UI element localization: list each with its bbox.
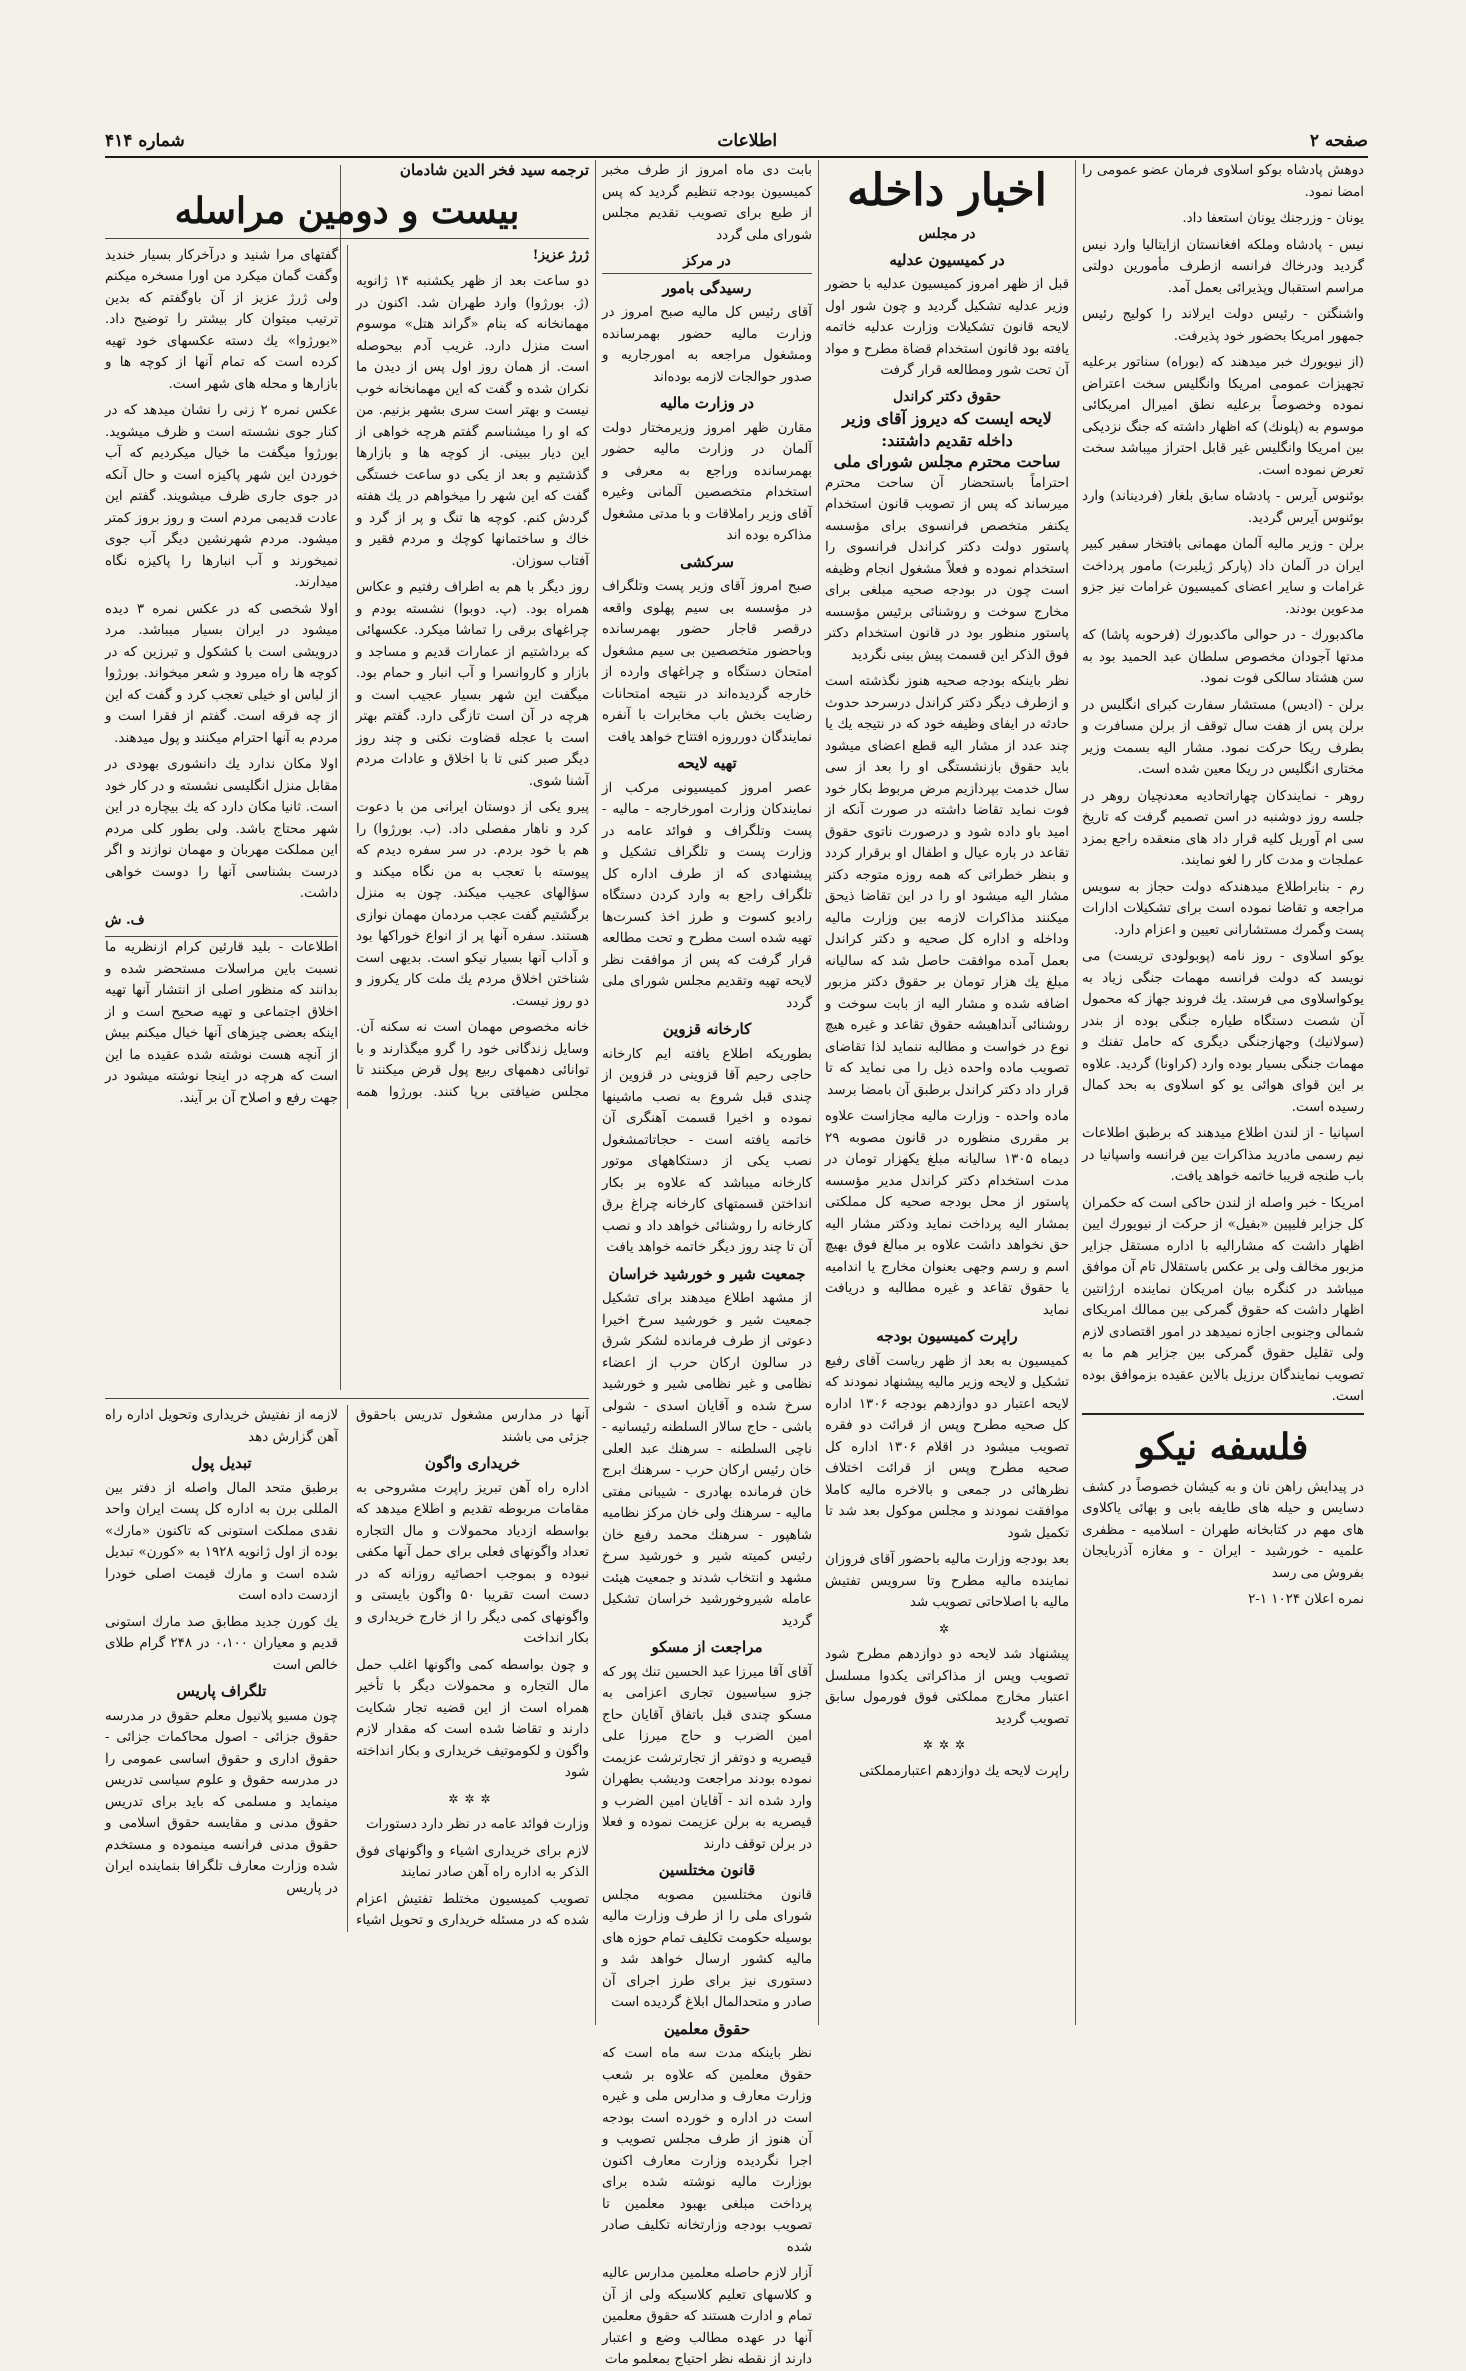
article-paragraph: صبح امروز آقای وزیر پست وتلگراف در مؤسسه بی سیم پهلوی واقعه درقصر قاجار حضور بهمرسانده وباحضور متخصصین بی سیم مشغول امتحان دستگاه و چراغهای وارده از خارجه گردیده‌اند در نتیجه امتحانات رضایت بخش باب مخابرات با آنفره نمایندگان دورروزه افتتاح خواهد یافت xyxy=(602,579,812,745)
signature: ف. ش xyxy=(105,911,145,928)
advertisement xyxy=(1082,1413,1364,1611)
subheading: راپرت کمیسیون بودجه xyxy=(876,1327,1018,1345)
news-item: برلن - وزیر مالیه آلمان مهمانی بافتخار سفیر کبیر ایران در آلمان داد (پارکر ژیلبرت) مامور پرداخت غرامات و سایر اعضای کمیسیون غرامات نیز جزو مدعوین بودند. xyxy=(1082,537,1364,617)
ad-number: نمره اعلان ۱۰۲۴ ۱-۲ xyxy=(1248,1592,1364,1607)
bill-title: حقوق دکتر کراندل xyxy=(892,388,1002,405)
article-paragraph: تصویب کمیسیون مختلط تفتیش اعزام شده که در مسئله خریداری و تحویل اشیاء لازمه از نفتیش خریداری وتحویل اداره راه آهن گزارش دهد xyxy=(105,1408,589,1928)
news-item: بوئنوس آیرس - پادشاه سابق بلغار (فردیناند) وارد بوئنوس آیرس گردید. xyxy=(1082,489,1364,526)
foreign-news-column xyxy=(1082,160,1364,2020)
subheading: خریداری واگون xyxy=(424,1454,521,1472)
subheading: مراجعت از مسکو xyxy=(651,1638,763,1656)
domestic-news-column xyxy=(825,160,1069,2020)
letter-paragraph: اولا مکان ندارد یك دانشوری بهودی در مقابل منزل انگلیسی نشسته و در کار خود است. ثانیا مکان دارد که یك بیچاره در این شهر محتاج باشد. ولی بطور کلی مردم این مملکت مهربان و مهمان نوازند و اگر درست بشناسی آنها را دوست خواهی داشت. xyxy=(105,757,338,901)
salutation: ژرژ عزیز! xyxy=(532,246,589,263)
ornament: ✲✲✲ xyxy=(448,1791,497,1806)
addressee: ساحت محترم مجلس شورای ملی xyxy=(833,452,1061,471)
kicker: در مجلس xyxy=(918,226,976,242)
bottom-news-columns xyxy=(105,1405,589,1932)
editor-note: اطلاعات - بلید قارئین کرام ازنظریه ما نسبت باین مراسلات مستحضر شده و بدانند که منظور اصلی از انتشار آنها تهیه اخلاق اجتماعی و تهیه صحیح است و از اینکه بعضی چیزهای آنها خیال میکنم بیش از آنچه هست نوشته شده عقیده ما این است که هرچه در اینجا نوشته میشود در جهت رفع و اصلاح آن بر آیند. xyxy=(105,936,338,1109)
subheading: در وزارت مالیه xyxy=(659,394,755,412)
letter-paragraph: پیرو یکی از دوستان ایرانی من با دعوت کرد و ناهار مفصلی داد. (ب. بورژوا) را هم با خود بردم. در سر سفره دیدم که پیوسته با تعجب به من نگاه میکند و سؤالهای عجیب میکند. چون به منزل برگشتیم گفت عجب مردمان مهمان نوازی هستند. سفره آنها پر از انواع خوراکها بود و آداب آنها بسیار نیکو است. بدیهی است شناختن اخلاق مردم یك ملت کار یکروز و دو روز نیست. xyxy=(356,800,589,1009)
kicker: در مرکز xyxy=(602,251,812,274)
intro-paragraph: بابت دی ماه امروز از طرف مخبر کمیسیون بودجه تنظیم گردید که پس از طبع برای تصویب تقدیم مجلس شورای ملی گردد xyxy=(602,163,812,243)
subheading: قانون مختلسین xyxy=(658,1861,756,1879)
column-divider xyxy=(595,160,596,2025)
letter-body xyxy=(105,245,589,1110)
issue-number: شماره ۴۱۴ xyxy=(105,131,185,151)
news-item: نیس - پادشاه وملکه افغانستان ازایتالیا وارد نیس گردید ودرخاك فرانسه ازطرف مأمورین دولتی مراسم استقبال وپذیرائی بعمل آمد. xyxy=(1082,237,1364,296)
section-title: اخبار داخله xyxy=(847,165,1047,216)
article-paragraph: اداره راه آهن تبریز راپرت مشروحی به مقامات مربوطه تقدیم و اطلاع میدهد که بواسطه ازدیاد محمولات و مال التجاره تعداد واگونهای فعلی برای حمل آنها مکفی نبوده و بموجب احصائیه روزانه که در دست است تقریبا ۵۰ واگون بایستی و واگونهای کمی دیگر را از خارج خریداری و بکار انداخت xyxy=(356,1480,589,1646)
article-paragraph: آقای آقا میرزا عبد الحسین تنك پور که جزو سیاسیون تجاری اعزامی به مسکو چندی قبل باتفاق آقایان حاج امین الضرب و حاج میرزا علی قیصریه و دوتفر از تجارترشت عزیمت نموده بودند مراجعت ودیشب بطهران وارد شده اند - آقایان امین الضرب و قیصریه به برلن عزیمت نموده و فعلا در برلن توقف دارند xyxy=(602,1664,812,1852)
ornament: ✲ xyxy=(938,1621,956,1636)
article-paragraph: ماده واحده - وزارت مالیه مجازاست علاوه بر مقرری منظوره در قانون مصوبه ۲۹ دیماه ۱۳۰۵ سالیانه مبلغ یکهزار تومان در مدت استخدام دکتر کراندل مدیر مؤسسه پاستور از محل بودجه صحیه کل مملکتی بمشار الیه پرداخت نماید ودکتر مشار الیه حق نخواهد داشت علاوه بر مبالغ فوق بهیچ اسم و رسم وجهی بعنوان مخارج یا اندامیه یا حقوق تقاعد و غیره مطالبه و دریافت نماید xyxy=(825,1109,1069,1318)
article-paragraph: قبل از ظهر امروز کمیسیون عدلیه با حضور وزیر عدلیه تشکیل گردید و چون شور اول لایحه قانون تشکیلات وزارت عدلیه خاتمه یافته بود قانون استخدام قضاة مطرح و مواد آن تحت شور ومطالعه قرار گرفت xyxy=(825,277,1069,378)
news-item: امریکا - خبر واصله از لندن حاکی است که حکمران کل جزایر فلیپین «بفیل» از حرکت از نیویورك ایین اظهار داشت که مشارالیه با اداره مستقل جزایر مزبور مخالف ولی بر عکس باستقلال تام آن موافق میباشد در کنگره بیان امریکان نماینده ارژانتین اظهار داشت که حقوق گمرکی بین ممالك امریکای شمالی وجنوبی اجازه نمیدهد در امور اقتصادی لازم ولی تقلیل حقوق گمرکی بین جزایر هم ما به تصویب نمایندگان برزیل بالاین عقیده بزموافق بوده است. xyxy=(1082,1195,1364,1404)
article-paragraph: کمیسیون به بعد از ظهر ریاست آقای رفیع تشکیل و لایحه وزیر مالیه پیشنهاد نمودند که لایحه اعتبار دو دوازدهم بودجه ۱۳۰۶ اداره کل صحیه مطرح وپس از قرائت دو فقره تصویب میشود در اقلام ۱۳۰۶ اداره کل صحیه مطرح وپس از قرائت اختلاف نظرهائی در جمعی و بالاخره مالیه کاملا موافقت نمودند و مجلس موکول بعد شد تا تکمیل شود xyxy=(825,1353,1069,1541)
translator-credit: ترجمه سید فخر الدین شادمان xyxy=(399,161,589,179)
article-paragraph: برطبق متحد المال واصله از دفتر بین المللی برن به اداره کل پست ایران واحد نقدی مملکت استونی که تاکنون «مارك» بوده از اول ژانویه ۱۹۲۸ به «کورن» تبدیل شده است و مارك قیمت اصلی خودرا ازدست داده است xyxy=(105,1480,338,1603)
ad-title: فلسفه نیکو xyxy=(1137,1425,1309,1468)
news-item: برلن - (ادیس) مستشار سفارت کبرای انگلیس در برلن پس از هفت سال توقف از برلن مسافرت و بطرف ریکا حرکت نمود. مشار الیه بسمت وزیر مختاری انگلیس در ریکا معین شده است. xyxy=(1082,697,1364,777)
subheading: تهیه لایحه xyxy=(677,754,737,772)
subheading: کارخانه قزوین xyxy=(662,1020,752,1038)
column-divider xyxy=(818,160,819,2025)
masthead-rule xyxy=(105,156,1368,158)
masthead xyxy=(105,128,1368,154)
letter-paragraph: خانه مخصوص مهمان است نه سکنه آن. وسایل زندگانی خود را گرو میگذارند و با توانائی دهمهای ربیع پول قرض میکنند تا مجلس ضیافتی برپا کنند. بورژوا همه گفتهای مرا شنید و درآخرکار بسیار خندید وگفت گمان میکرد من اورا مسخره میکنم ولی ژرژ عزیز از آن باوگفتم که بدین ترتیب میتوان کار بیشتر را توضیح داد. «بورژوا» یك دسته عکسهای خود تهیه کرده است که تمام آنها از کوچه ها و بازارها و محله های شهر است. xyxy=(105,247,589,1100)
news-item: یوکو اسلاوی - روز نامه (پوبولودی تریست) می نویسد که دولت فرانسه مهمات جنگی زیاد به یوکواسلاوی می فرستد. یك فروند جهاز که محمول آن شصت دستگاه طیاره جنگی بوده از بندر (سولانیك) وجهازجنگی دیگری که حامل تفنك و مهمات جنگی بسیار بوده وارد (کراونا) گردید. علاوه بر این قوای هوائی یو کو اسلاوی به بحد کمال رسیده است. xyxy=(1082,949,1364,1115)
article-paragraph: از مشهد اطلاع میدهند برای تشکیل جمعیت شیر و خورشید سرخ اخیرا دعوتی از طرف فرمانده لشکر شرق در سالون ارکان حرب از اعضاء نظامی و غیر نظامی شیر و خورشید سرخ شده و آقایان اسدی - شولی باشی - حاج سالار السلطنه رئیسانیه - ناچی السلطنه - سرهنك عبد العلی خان رئیس ارکان حرب - سرهنك ابرج خان فرمانده بهادری - شیبانی مفتی مالیه - سرهنك ولی خان مرکز نظامیه شاهپور - سرهنك محمد رفیع خان رئیس کمیته شیر و خورشید سرخ مشهد و انتخاب شدند و جمعیت هیئت عامله شیروخورشید خراسان تشکیل گردید xyxy=(602,1291,812,1629)
article-paragraph: نظر باینکه مدت سه ماه است که حقوق معلمین که علاوه بر شعب وزارت معارف و مدارس ملی و غیره است در اداره و خورده است بودجه آن هنوز از طرف مجلس تصویب و اجرا نگردیده وزارت معارف اکنون بوزارت مالیه نوشته شده برای پرداخت مبلغی بهبود معلمین تا تصویب بودجه وزارتخانه تکلیف صادر شده xyxy=(602,2046,812,2255)
article-paragraph: آنها در مدارس مشغول تدریس باحقوق جزئی می باشند xyxy=(356,1408,589,1445)
article-paragraph: آقای رئیس کل مالیه صبح امروز در وزارت مالیه حضور بهمرسانده ومشغول مراجعه به امورجاریه و صدور حوالجات لازمه بوده‌اند xyxy=(602,305,812,385)
news-item: اسپانیا - از لندن اطلاع میدهند که برطبق اطلاعات نیم رسمی مادرید مذاکرات بین فرانسه واسپانیا در باب طنجه قریبا خاتمه خواهد یافت. xyxy=(1082,1126,1364,1184)
article-paragraph: وزارت فوائد عامه در نظر دارد دستورات xyxy=(365,1817,589,1832)
ad-text: در پیدایش راهن نان و به کیشان خصوصاً در کشف دسایس و حیله های طایفه بابی و بهائی یاکلاوی های مهم در کتابخانه طهران - اسلامیه - مظفری علمیه - خورشید - ایران - و مغازه آذربایجان بفروش می رسد xyxy=(1082,1479,1364,1581)
subheading: تلگراف پاریس xyxy=(176,1682,267,1700)
letter-paragraph: اولا شخصی که در عکس نمره ۳ دیده میشود در ایران بسیار میباشد. مرد درویشی است با کشکول و تبرزین که در کوچه ها راه میرود و شعر میخواند. بورژوا از لباس او خیلی تعجب کرد و گفت که این از چه فرقه است. گفتم از فقرا است و مردم به آنها احترام میکنند و پول میدهند. xyxy=(105,601,338,746)
news-item: (از نیویورك خبر میدهند که (بوراه) سناتور برعلیه تجهیزات عمومی امریکا وانگلیس سخت اعتراض نموده وخصوصاً برعلیه نطق امیرال امریکائی موسوم به (پلونك) که اظهار داشته که جنگ نزدیکی بین امریکا وانگلیس غیر قابل احتراز میباشد سخت تعرض نموده است. xyxy=(1082,355,1364,478)
bill-subtitle: لایحه ایست که دیروز آقای وزیر داخله تقدیم داشتند: xyxy=(842,409,1052,450)
paper-name: اطلاعات xyxy=(717,131,778,151)
subheading: در کمیسیون عدلیه xyxy=(889,250,1005,269)
city-news-column xyxy=(602,160,812,2367)
news-item: رم - بنابراطلاع میدهندکه دولت حجاز به سویس مراجعه و تقاضا نموده است برای تشکیلات ادارات پست وگمرك مستشارانی تعیین و اعزام دارد. xyxy=(1082,879,1364,938)
article-paragraph: بطوریکه اطلاع یافته ایم کارخانه حاجی رحیم آقا قزوینی در قزوین از چندی قبل شروع به نصب ماشینها نموده و اخیرا قسمت آهنگری آن خاتمه یافته است - حجاتاتمشغول نصب یکی از دستکاههای موتور کارخانه میباشد که علاوه بر بکار انداختن قسمتهای کارخانه چراغ برق کارخانه را روشنائی خواهد داد و نصب آن تا چند روز دیگر خاتمه خواهد یافت xyxy=(602,1046,812,1255)
article-paragraph: احتراماً باستحضار آن ساحت محترم میرساند که پس از تصویب قانون استخدام یکنفر متخصص فرانسوی برای مؤسسه پاستور دولت دکتر کراندل فرانسوی را استخدام نموده و فعلاً مشغول انجام وظیفه است چون در بودجه صحیه مبلغی برای مخارج سوخت و روشنائی برئیس مؤسسه پاستور منظور بود در قانون استخدام دکتر فوق الذکر این قسمت پیش بینی نگردید xyxy=(825,475,1069,663)
letter-paragraph: عکس نمره ۲ زنی را نشان میدهد که در کنار جوی نشسته است و ظرف میشوید. بورژوا میگفت ما خیال میکردیم که آب خوردن این شهر پاکیزه است و حال آنکه در جوی جاری ظرف میشویند. گفتم این عادت قدیمی مردم است و روز بروز کمتر میشود. مردم شهرنشین دیگر آب جوی نمیخورند و آب انبارها را پاکیزه نگاه میدارند. xyxy=(105,403,339,590)
letter-paragraph: روز دیگر با هم به اطراف رفتیم و عکاس همراه بود. (پ. دوبوا) نشسته بودم و چراغهای برقی را تماشا میکرد. عکسهائی که برداشتیم از عمارات قدیم و مساجد و بازار و کاروانسرا و آب انبار و حمام بود. میگفت این شهر بسیار عجیب است و هرچه در آن است تازگی دارد. گفتم بهتر است با عجله قضاوت نکنی و چند روز دیگر صبر کنی تا با اخلاق و عادات مردم آشنا شوی. xyxy=(356,580,589,789)
article-paragraph: و چون بواسطه کمی واگونها اغلب حمل مال التجاره و محمولات دیگر با تأخیر همراه است از این قضیه تجار شکایت دارند و تقاضا شده است که مقدار لازم واگون و لکوموتیف خریداری و بکار انداخته شود xyxy=(356,1657,589,1780)
subheading: تبدیل پول xyxy=(191,1454,252,1472)
bottom-news-block xyxy=(105,1405,589,2020)
article-paragraph: نظر باینکه بودجه صحیه هنوز نگذشته است و ازطرف دیگر دکتر کراندل درسرحد حدوث حادثه در ایفای وظیفه خود که در نتیجه یك یا چند عدد از مشار الیه قطع اعضای میشود باید حقوق بازنشستگی او را بعد از سی سال خدمت بپردازیم مرض مربوط بکار خود فوت نماید تقاضا داشته در صورت آنکه از امید باو داده شود و درصورت ناتوی حقوق تقاعد در باره عیال و اطفال او برقرار کردد و بنظر خطراتی که همه روزه متوجه دکتر مشار الیه میشود او را در این تقاضا ذیحق میکنند مذاکرات لازمه بین وزارت مالیه وداخله و اداره کل صحیه و دکتر کراندل بعمل آمده موافقت حاصل شد که سالیانه مبلغ یك هزار تومان بر حقوق دکتر مزبور اضافه شده و مشار الیه از بابت سوخت و روشنائی آنداهیشه حقوق تقاعد و غیره هیچ نوع در خواست و مطالبه ننماید لذا تقاضای تصویب ماده واحده ذیل را می نماید که تا قرار داد دکتر کراندل برطبق آن بامضا برسد xyxy=(825,674,1069,1098)
article-paragraph: قانون مختلسین مصوبه مجلس شورای ملی را از طرف وزارت مالیه بوسیله حکومت تکلیف تمام حوزه های مالیه کشور ارسال خواهد شد و دستوری نیز برای طرز اجرای آن صادر و متحدالمال ابلاغ گردیده است xyxy=(602,1887,812,2010)
article-paragraph: پیشنهاد شد لایحه دو دوازدهم مطرح شود تصویب وپس از مذاکراتی یکدوا مسلسل اعتبار مخارج مملکتی فوق فورمول سابق تصویب گردید xyxy=(825,1647,1069,1727)
article-paragraph: لازم برای خریداری اشیاء و واگونهای فوق الذکر به اداره راه آهن صادر نمایند xyxy=(356,1843,589,1880)
news-item: واشنگتن - رئیس دولت ایرلاند را کولیج رئیس جمهور امریکا بحضور خود پذیرفت. xyxy=(1082,307,1364,344)
article-paragraph: آزار لازم حاصله معلمین مدارس عالیه و کلاسهای تعلیم کلاسیکه ولی از آن تمام و ادارت هستند که حقوق معلمین آنها در عهده مطالب وضع و اعتبار دارند از نقطه نظر احتیاج بمعلمو مات xyxy=(602,2266,812,2367)
news-item: ماکدبورك - در حوالی ماکدبورك (فرحوبه پاشا) که مدتها آجودان مخصوص سلطان عبد الحمید بود به سن هشتاد سالکی فوت نمود. xyxy=(1082,628,1364,686)
article-paragraph: مقارن ظهر امروز وزیرمختار دولت آلمان در وزارت مالیه حضور بهمرسانده وراجع به معرفی و استخدام متخصصین آلمانی وغیره آقای وزیر راملاقات و با مدتی مشغول مذاکره بوده اند xyxy=(602,420,812,543)
page-number: صفحه ۲ xyxy=(1309,131,1368,151)
article-paragraph: عصر امروز کمیسیونی مرکب از نمایندکان وزارت امورخارجه - مالیه - پست وتلگراف و فوائد عامه در وزارت پست و تلگراف تشکیل و پیشنهادی که از طرف اداره کل تلگراف راجع به وارد کردن دستگاه رادیو کسوت و طرز اخذ کسرت‌ها تهیه شده است مطرح و تحت مطالعه قرار گرفت که پس از موافقت نظر لایحه تهیه وتقدیم مجلس شورای ملی گردد xyxy=(602,780,812,1011)
article-paragraph: بعد بودجه وزارت مالیه باحضور آقای فروزان نماینده مالیه مطرح وتا سرویس تفتیش مالیه با اصلاحاتی تصویب شد xyxy=(825,1552,1069,1610)
serial-title: بیست و دومین مراسله xyxy=(105,184,589,239)
serial-letter-column xyxy=(105,160,589,1385)
ornament: ✲✲✲ xyxy=(922,1738,972,1752)
news-item: دوهش پادشاه بوکو اسلاوی فرمان عضو عمومی را امضا نمود. xyxy=(1082,163,1364,200)
subheading: حقوق معلمین xyxy=(663,2019,751,2038)
news-item: روهر - نمایندکان چهاراتحادیه معدنچیان روهر در جلسه روز دوشنبه در اسن تصمیم گرفت که تاریخ سی ام آوریل کلیه قرار داد های منعقده راجع بمزد عملجات و مدت کار را لغو نمایند. xyxy=(1082,788,1364,868)
subheading: جمعیت شیر و خورشید خراسان xyxy=(608,1264,806,1283)
news-item: یونان - وزرجنك یونان استعفا داد. xyxy=(1182,211,1364,226)
article-paragraph: چون مسیو پلانیول معلم حقوق در مدرسه حقوق جزائی - اصول محاکمات جزائی - حقوق اداری و حقوق اساسی عمومی را در مدرسه حقوق و علوم سیاسی تدریس مینماید و مسلمی که باید برای تدریس حقوق مدنی و مقایسه حقوق اسلامی و حقوق مدنی فرانسه مینموده و مستخدم شده وزارت معارف تلگرافا بنماینده ایران در پاریس xyxy=(105,1708,338,1896)
subheading: رسیدگی بامور xyxy=(662,278,752,297)
article-paragraph: یك کورن جدید مطابق صد مارك استونی قدیم و معیاران ۰،۱۰۰ در ۲۴۸ گرام طلای خالص است xyxy=(105,1614,338,1673)
footer-line: راپرت لایحه یك دوازدهم اعتبارمملکتی xyxy=(859,1763,1069,1779)
column-divider xyxy=(1075,160,1076,2025)
section-divider xyxy=(105,1398,589,1399)
subheading: سرکشی xyxy=(680,552,734,571)
letter-paragraph: دو ساعت بعد از ظهر یکشنبه ۱۴ ژانویه (ژ. بورژوا) وارد طهران شد. اکنون در مهمانخانه که بنام «گراند هتل» موسوم است منزل دارد. غریب آدم بیحوصله است. از همان روز اول پس از دیدن ما نکران شده و گفت که این مهمانخانه خوب نیست و بهتر است سری بشهر بزنیم. من که او را میشناسم گفتم هرچه خواهی از این دیار ببینی. از کوچه ها و بازارها گذشتیم و بعد از یکی دو ساعت خستگی گفت که این شهر را میخواهم در یك هفته گردش کنم. کوچه ها تنگ و پر از گرد و خاك و ساختمانها کوچك و مردم فقیر و آفتاب سوزان. xyxy=(356,274,589,569)
